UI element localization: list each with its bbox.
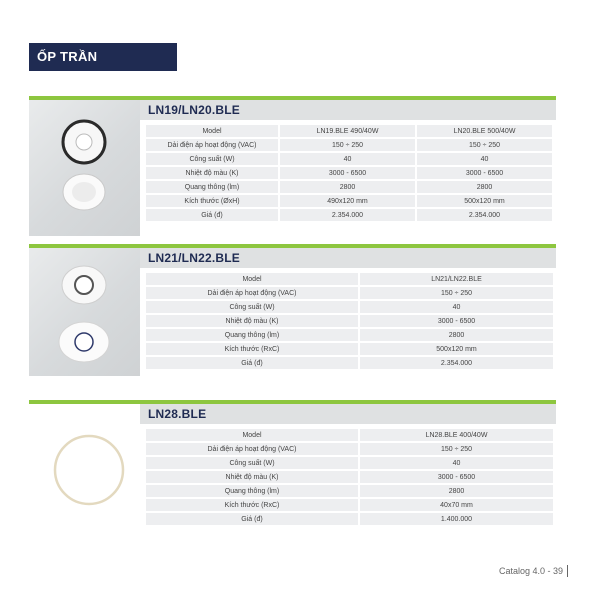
spec-value: 2800 (360, 329, 553, 341)
spec-label: Công suất (W) (146, 301, 360, 313)
spec-value: 150 ÷ 250 (417, 139, 552, 151)
spec-value: 2.354.000 (360, 357, 553, 369)
spec-label: Công suất (W) (146, 153, 280, 165)
spec-label: Nhiệt độ màu (K) (146, 471, 360, 483)
spec-value: 490x120 mm (280, 195, 417, 207)
spec-row (146, 167, 552, 179)
spec-table (146, 271, 553, 371)
spec-value: 2.354.000 (280, 209, 417, 221)
spec-row (146, 209, 552, 221)
spec-label: Dải điện áp hoạt động (VAC) (146, 287, 360, 299)
spec-value: 3000 - 6500 (360, 315, 553, 327)
spec-value: 40 (360, 301, 553, 313)
spec-value: 40x70 mm (360, 499, 553, 511)
spec-label: Giá (đ) (146, 357, 360, 369)
section-title: ỐP TRẦN (29, 43, 177, 71)
spec-row (146, 513, 553, 525)
spec-value: 500x120 mm (417, 195, 552, 207)
spec-value: 3000 - 6500 (360, 471, 553, 483)
spec-row (146, 139, 552, 151)
product-photo (29, 100, 140, 236)
spec-label: Kích thước (RxC) (146, 343, 360, 355)
spec-label: Quang thông (lm) (146, 485, 360, 497)
spec-label: Model (146, 429, 360, 441)
spec-row (146, 181, 552, 193)
spec-label: Dải điện áp hoạt động (VAC) (146, 443, 360, 455)
spec-value: LN28.BLE 400/40W (360, 429, 553, 441)
spec-label: Kích thước (ØxH) (146, 195, 280, 207)
spec-value: 1.400.000 (360, 513, 553, 525)
spec-value: LN19.BLE 490/40W (280, 125, 417, 137)
spec-table (146, 427, 553, 527)
spec-row (146, 357, 553, 369)
spec-row (146, 153, 552, 165)
spec-value: 500x120 mm (360, 343, 553, 355)
spec-label: Giá (đ) (146, 513, 360, 525)
ring-lamp-illustration (29, 404, 140, 532)
spec-label: Nhiệt độ màu (K) (146, 167, 280, 179)
spec-row (146, 301, 553, 313)
spec-value: 150 ÷ 250 (280, 139, 417, 151)
spec-value: 3000 - 6500 (417, 167, 552, 179)
spec-label: Quang thông (lm) (146, 329, 360, 341)
spec-row (146, 499, 553, 511)
spec-label: Giá (đ) (146, 209, 280, 221)
spec-value: 40 (280, 153, 417, 165)
spec-panel (140, 404, 556, 527)
spec-label: Quang thông (lm) (146, 181, 280, 193)
spec-value: 2.354.000 (417, 209, 552, 221)
ceiling-lamp-illustration (29, 100, 140, 236)
spec-value: 3000 - 6500 (280, 167, 417, 179)
spec-value: 2800 (280, 181, 417, 193)
product-ln19-ln20 (29, 96, 556, 236)
spec-row (146, 287, 553, 299)
spec-label: Kích thước (RxC) (146, 499, 360, 511)
spec-value: LN20.BLE 500/40W (417, 125, 552, 137)
spec-row (146, 273, 553, 285)
spec-label: Model (146, 125, 280, 137)
spec-row (146, 485, 553, 497)
spec-row (146, 125, 552, 137)
spec-table (146, 123, 552, 223)
spec-panel (140, 248, 556, 371)
spec-label: Dải điện áp hoạt động (VAC) (146, 139, 280, 151)
spec-label: Model (146, 273, 360, 285)
spec-row (146, 457, 553, 469)
ceiling-lamp-illustration (29, 248, 140, 376)
spec-value: 2800 (360, 485, 553, 497)
spec-label: Công suất (W) (146, 457, 360, 469)
product-photo (29, 248, 140, 376)
spec-value: LN21/LN22.BLE (360, 273, 553, 285)
spec-value: 150 ÷ 250 (360, 443, 553, 455)
product-name: LN21/LN22.BLE (140, 248, 556, 268)
spec-row (146, 195, 552, 207)
page-number: Catalog 4.0 - 39 (498, 566, 563, 576)
spec-value: 150 ÷ 250 (360, 287, 553, 299)
spec-panel (140, 100, 556, 223)
product-photo (29, 404, 140, 532)
spec-row (146, 315, 553, 327)
spec-row (146, 343, 553, 355)
spec-row (146, 329, 553, 341)
spec-row (146, 443, 553, 455)
product-ln21-ln22 (29, 244, 556, 376)
spec-label: Nhiệt độ màu (K) (146, 315, 360, 327)
spec-value: 40 (417, 153, 552, 165)
spec-row (146, 471, 553, 483)
spec-value: 40 (360, 457, 553, 469)
product-ln28 (29, 400, 556, 532)
spec-value: 2800 (417, 181, 552, 193)
product-name: LN28.BLE (140, 404, 556, 424)
spec-row (146, 429, 553, 441)
product-name: LN19/LN20.BLE (140, 100, 556, 120)
